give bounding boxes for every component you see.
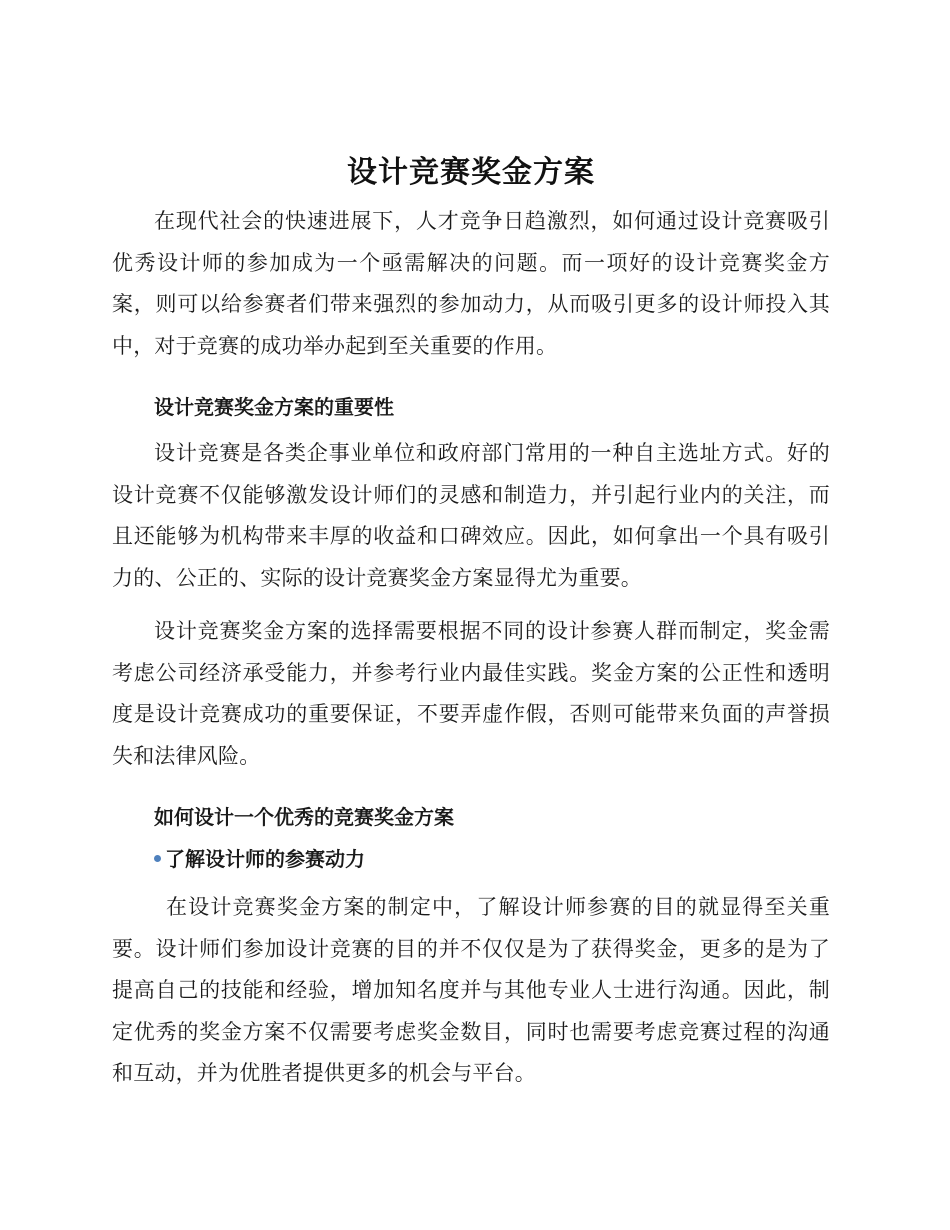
importance-paragraph-1: 设计竞赛是各类企事业单位和政府部门常用的一种自主选址方式。好的设计竞赛不仅能够激发设计师们的灵感和制造力，并引起行业内的关注，而且还能够为机构带来丰厚的收益和口碑效应。因此，如何拿出一个具有吸引力的、公正的、实际的设计竞赛奖金方案显得尤为重要。 [112,441,830,590]
bullet-heading-text: 了解设计师的参赛动力 [165,847,365,871]
bullet-heading [112,845,830,873]
intro-paragraph: 在现代社会的快速进展下，人才竞争日趋激烈，如何通过设计竞赛吸引优秀设计师的参加成为一个亟需解决的问题。而一项好的设计竞赛奖金方案，则可以给参赛者们带来强烈的参加动力，从而吸引更多的设计师投入其中，对于竞赛的成功举办起到至关重要的作用。 [112,209,830,358]
importance-paragraph-2: 设计竞赛奖金方案的选择需要根据不同的设计参赛人群而制定，奖金需考虑公司经济承受能力，并参考行业内最佳实践。奖金方案的公正性和透明度是设计竞赛成功的重要保证，不要弄虚作假，否则可能带来负面的声誉损失和法律风险。 [112,619,830,768]
motivation-paragraph: 在设计竞赛奖金方案的制定中，了解设计师参赛的目的就显得至关重要。设计师们参加设计竞赛的目的并不仅仅是为了获得奖金，更多的是为了提高自己的技能和经验，增加知名度并与其他专业人士进行沟通。因此，制定优秀的奖金方案不仅需要考虑奖金数目，同时也需要考虑竞赛过程的沟通和互动，并为优胜者提供更多的机会与平台。 [112,895,830,1085]
document-page [112,148,830,1095]
section-heading-how-to-design: 如何设计一个优秀的竞赛奖金方案 [154,805,454,829]
document-title: 设计竞赛奖金方案 [347,155,595,190]
bullet-dot-icon [154,855,161,862]
section-heading-importance: 设计竞赛奖金方案的重要性 [154,395,394,419]
